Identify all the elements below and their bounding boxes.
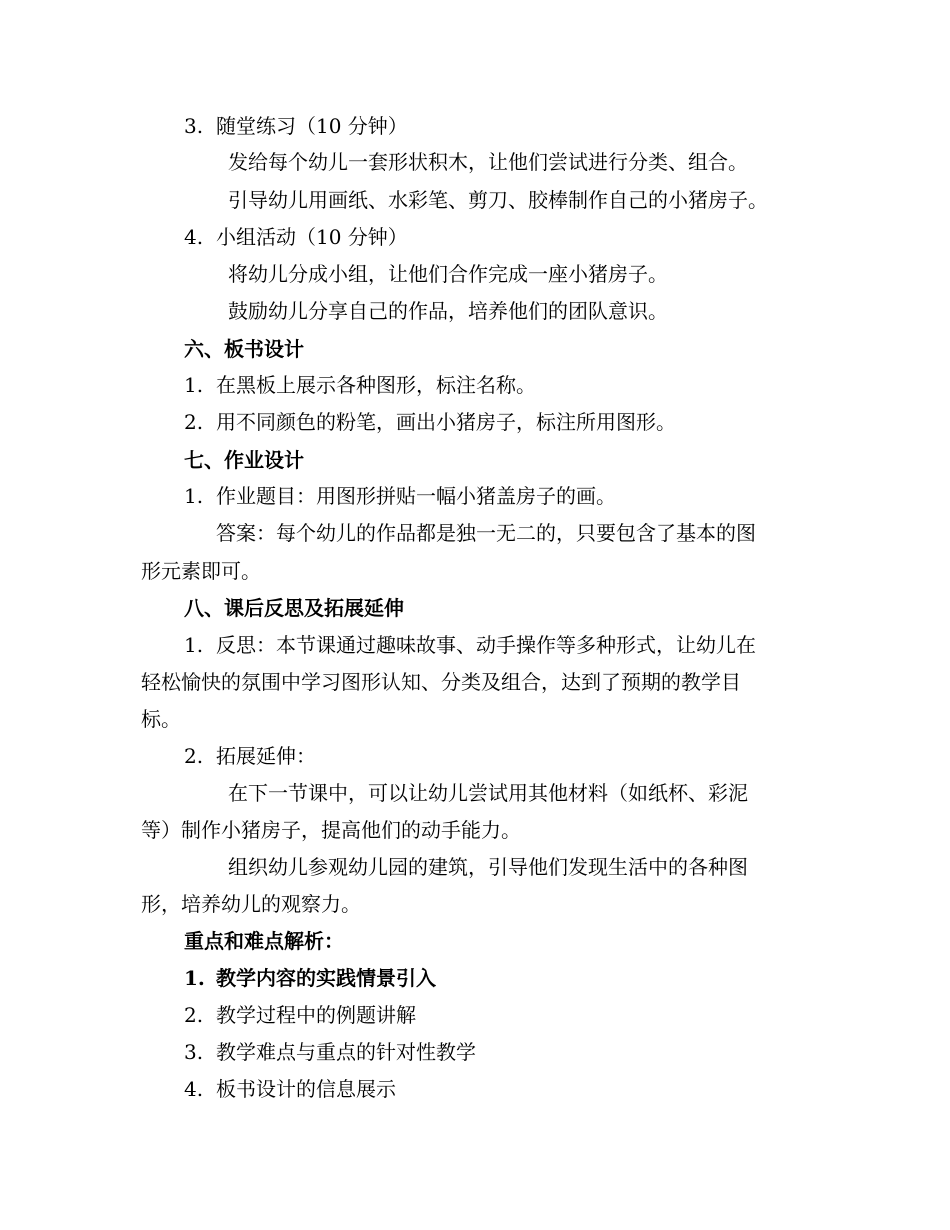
item-number: 2.	[184, 744, 204, 768]
paragraph: 组织幼儿参观幼儿园的建筑，引导他们发现生活中的各种图	[228, 855, 748, 879]
item-title: 小组活动（10 分钟）	[216, 225, 408, 249]
item-text: 反思：本节课通过趣味故事、动手操作等多种形式，让幼儿在	[216, 633, 756, 657]
section-heading: 重点和难点解析：	[184, 929, 344, 953]
paragraph: 标。	[141, 707, 181, 731]
item-text: 拓展延伸：	[216, 744, 316, 768]
paragraph: 在下一节课中，可以让幼儿尝试用其他材料（如纸杯、彩泥	[228, 781, 748, 805]
paragraph: 轻松愉快的氛围中学习图形认知、分类及组合，达到了预期的教学目	[141, 670, 741, 694]
item-text: 教学难点与重点的针对性教学	[216, 1040, 476, 1064]
paragraph: 等）制作小猪房子，提高他们的动手能力。	[141, 818, 521, 842]
item-text: 在黑板上展示各种图形，标注名称。	[216, 373, 536, 397]
paragraph: 答案：每个幼儿的作品都是独一无二的，只要包含了基本的图	[216, 521, 756, 545]
paragraph: 将幼儿分成小组，让他们合作完成一座小猪房子。	[228, 262, 668, 286]
paragraph: 鼓励幼儿分享自己的作品，培养他们的团队意识。	[228, 299, 668, 323]
paragraph: 形，培养幼儿的观察力。	[141, 892, 361, 916]
item-number: 1.	[184, 373, 204, 397]
item-3-heading	[184, 114, 408, 138]
item-4-heading	[184, 225, 408, 249]
item-number: 4.	[184, 1077, 204, 1101]
list-item	[184, 410, 676, 434]
item-number: 2.	[184, 410, 204, 434]
section-heading: 八、课后反思及拓展延伸	[184, 596, 404, 620]
paragraph: 发给每个幼儿一套形状积木，让他们尝试进行分类、组合。	[228, 150, 748, 174]
item-title: 随堂练习（10 分钟）	[216, 114, 408, 138]
item-number: 3.	[184, 114, 204, 138]
item-text: 板书设计的信息展示	[216, 1077, 396, 1101]
item-text: 作业题目：用图形拼贴一幅小猪盖房子的画。	[216, 484, 616, 508]
section-heading: 六、板书设计	[184, 337, 304, 361]
list-item	[184, 633, 756, 657]
item-number: 2.	[184, 1003, 204, 1027]
item-text: 用不同颜色的粉笔，画出小猪房子，标注所用图形。	[216, 410, 676, 434]
item-number: 3.	[184, 1040, 204, 1064]
list-item	[184, 744, 316, 768]
list-item	[184, 966, 436, 990]
item-text: 教学过程中的例题讲解	[216, 1003, 416, 1027]
item-number: 4.	[184, 225, 204, 249]
list-item	[184, 1040, 476, 1064]
item-number: 1.	[184, 966, 205, 990]
list-item	[184, 1003, 416, 1027]
list-item	[184, 484, 616, 508]
section-heading: 七、作业设计	[184, 448, 304, 472]
paragraph: 形元素即可。	[141, 559, 261, 583]
list-item	[184, 373, 536, 397]
paragraph: 引导幼儿用画纸、水彩笔、剪刀、胶棒制作自己的小猪房子。	[228, 188, 768, 212]
item-number: 1.	[184, 633, 204, 657]
list-item	[184, 1077, 396, 1101]
item-text: 教学内容的实践情景引入	[216, 966, 436, 990]
item-number: 1.	[184, 484, 204, 508]
